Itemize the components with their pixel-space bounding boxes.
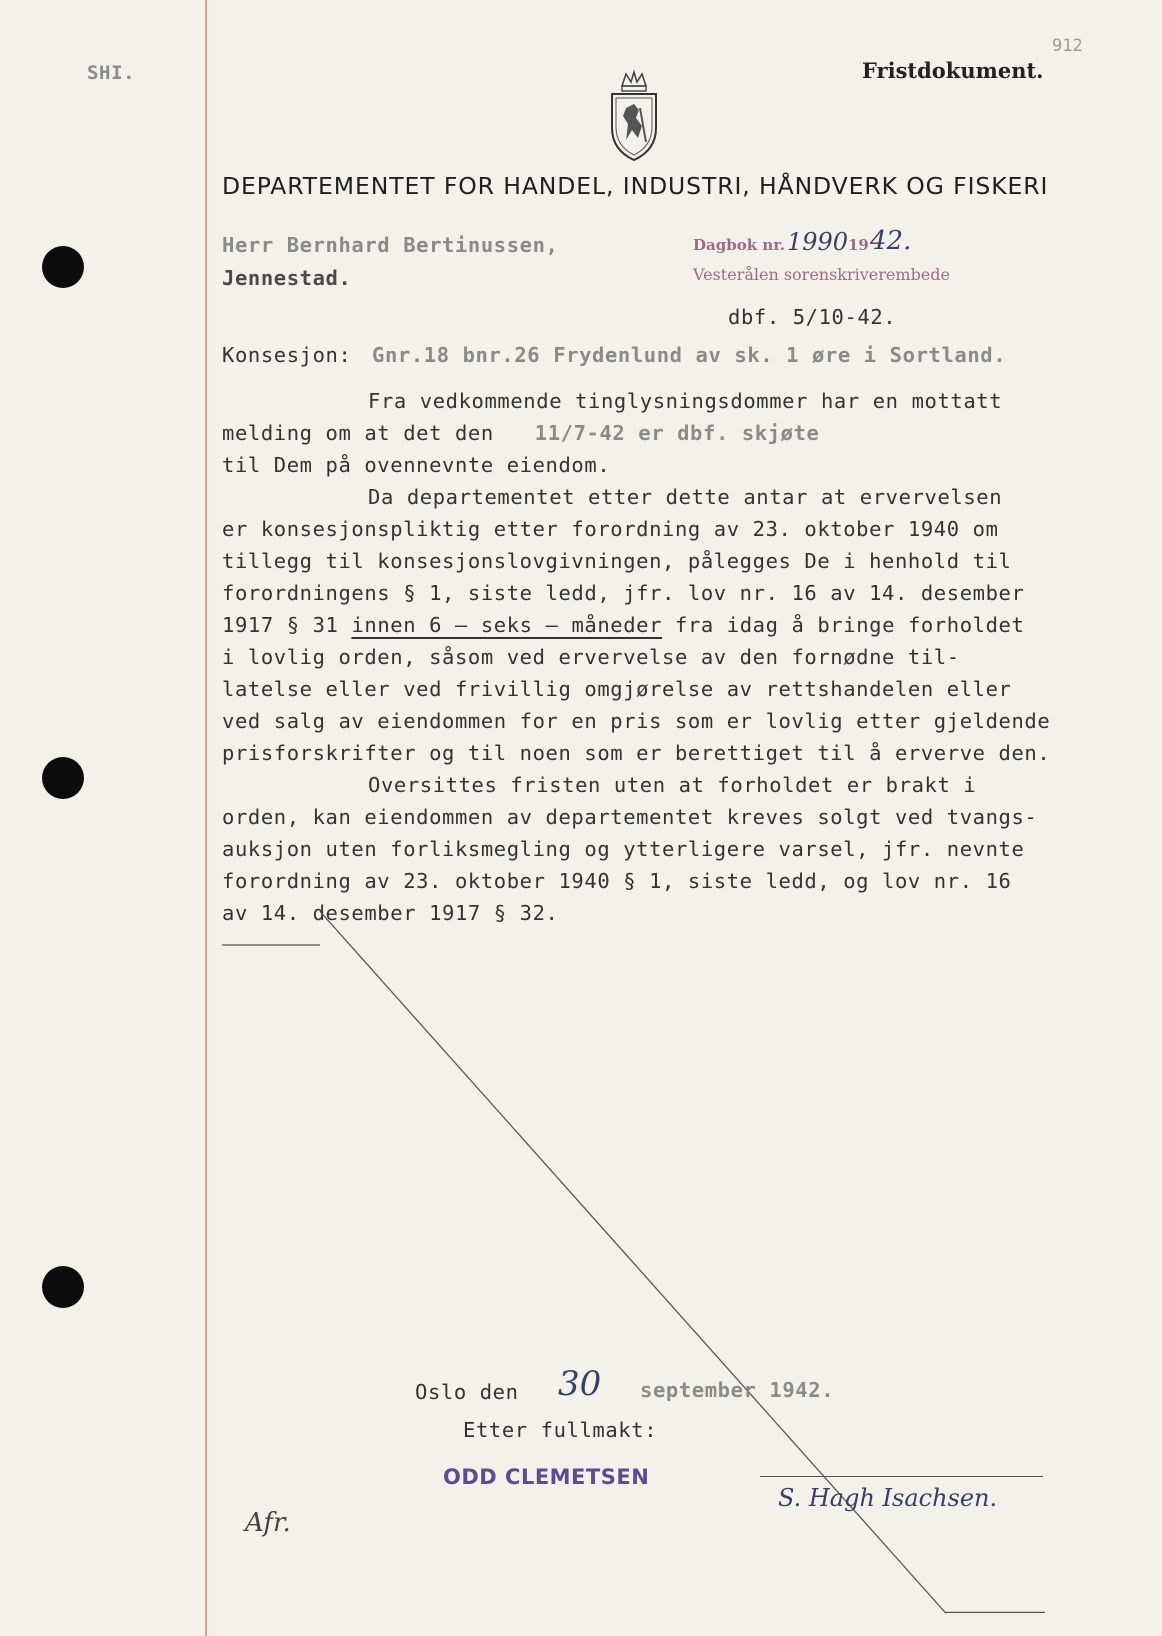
body-text: fra idag å bringe forholdet	[675, 613, 1025, 637]
recipient-name: Herr Bernhard Bertinussen,	[222, 233, 559, 257]
authority-line: Etter fullmakt:	[463, 1418, 658, 1442]
body-line: auksjon uten forliksmegling og ytterligere varsel, jfr. nevnte	[222, 837, 1025, 861]
body-line: Fra vedkommende tinglysningsdommer har en mottatt	[368, 389, 1003, 413]
dagbok-year-suffix: 42.	[870, 226, 912, 256]
body-line: er konsesjonspliktig etter forordning av 23. oktober 1940 om	[222, 517, 999, 541]
page-number: 912	[1052, 36, 1083, 56]
department-header: DEPARTEMENTET FOR HANDEL, INDUSTRI, HÅNDVERK OG FISKERI	[222, 172, 1049, 200]
closing-month-year: september 1942.	[640, 1378, 835, 1402]
body-line: forordningens § 1, siste ledd, jfr. lov nr. 16 av 14. desember	[222, 581, 1025, 605]
deadline-text: innen 6 – seks – måneder	[351, 613, 663, 637]
initials: Afr.	[245, 1508, 291, 1538]
body-text: melding om at det den	[222, 421, 494, 445]
body-text: 1917 § 31	[222, 613, 339, 637]
dbf-date: dbf. 5/10-42.	[728, 305, 897, 329]
body-line: i lovlig orden, såsom ved ervervelse av den fornødne til-	[222, 645, 960, 669]
body-line: latelse eller ved frivillig omgjørelse av rettshandelen eller	[222, 677, 1012, 701]
closing-place: Oslo den	[415, 1380, 519, 1404]
dagbok-label: Dagbok nr.	[693, 236, 785, 254]
body-line: Oversittes fristen uten at forholdet er brakt i	[368, 773, 977, 797]
body-line: Da departementet etter dette antar at ervervelsen	[368, 485, 1003, 509]
closing-day: 30	[558, 1364, 602, 1404]
deed-reference: 11/7-42 er dbf. skjøte	[534, 421, 820, 445]
body-line: tillegg til konsesjonslovgivningen, pålegges De i henhold til	[222, 549, 1012, 573]
konsesjon-property: Gnr.18 bnr.26 Frydenlund av sk. 1 øre i Sortland.	[372, 343, 1007, 367]
konsesjon-label: Konsesjon:	[222, 343, 352, 367]
signature-line	[760, 1476, 1043, 1477]
signature: S. Hagh Isachsen.	[778, 1484, 998, 1512]
name-stamp: ODD CLEMETSEN	[443, 1465, 650, 1489]
body-line: prisforskrifter og til noen som er berettiget til å erverve den.	[222, 741, 1051, 765]
dagbok-year-prefix: 19	[848, 236, 869, 254]
office-stamp: Vesterålen sorenskriverembede	[693, 265, 950, 284]
body-line: ved salg av eiendommen for en pris som er lovlig etter gjeldende	[222, 709, 1051, 733]
dagbok-number: 1990	[787, 228, 849, 256]
body-line: til Dem på ovennevnte eiendom.	[222, 453, 611, 477]
body-line: forordning av 23. oktober 1940 § 1, siste ledd, og lov nr. 16	[222, 869, 1012, 893]
document-type: Fristdokument.	[862, 58, 1044, 83]
top-left-code: SHI.	[87, 62, 136, 84]
body-line: av 14. desember 1917 § 32.	[222, 901, 559, 925]
recipient-address: Jennestad.	[222, 266, 352, 290]
body-line: orden, kan eiendommen av departementet kreves solgt ved tvangs-	[222, 805, 1038, 829]
